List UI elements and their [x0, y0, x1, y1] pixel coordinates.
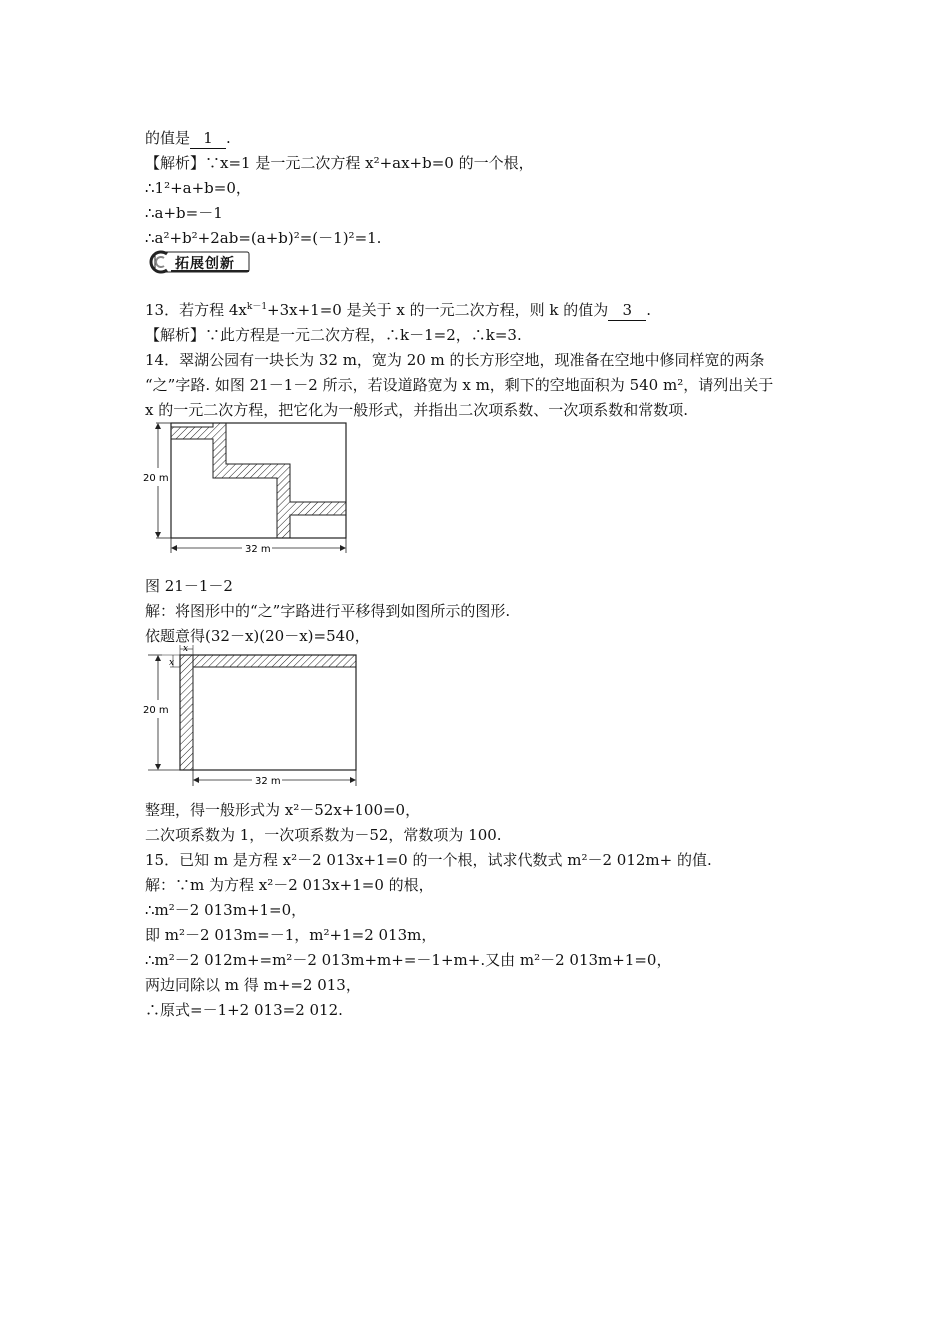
text-line — [145, 128, 231, 149]
text-line: 即 m²－2 013m=－1，m²+1=2 013m， — [145, 926, 437, 944]
text-line: 解：将图形中的“之”字路进行平移得到如图所示的图形. — [145, 602, 511, 620]
x-label-side: x — [169, 658, 175, 668]
text-line: ∴原式=－1+2 013=2 012. — [145, 1001, 343, 1019]
text-line: ∴a+b=－1 — [145, 204, 223, 222]
text-line: 【解析】∵此方程是一元二次方程，∴k－1=2，∴k=3. — [145, 326, 522, 344]
superscript: k－1 — [246, 302, 268, 312]
text-line: “之”字路. 如图 21－1－2 所示，若设道路宽为 x m，剩下的空地面积为 540 m²，请列出关于 — [145, 376, 774, 394]
text-line: 二次项系数为 1，一次项系数为－52，常数项为 100. — [145, 826, 502, 844]
text-line: 两边同除以 m 得 m+=2 013， — [145, 976, 361, 994]
section-badge — [145, 250, 250, 274]
text: +3x+1=0 是关于 x 的一元二次方程，则 k 的值为 — [267, 301, 609, 319]
text-line: 14．翠湖公园有一块长为 32 m，宽为 20 m 的长方形空地，现准备在空地中修同样宽的两条 — [145, 351, 765, 369]
height-label: 20 m — [143, 705, 169, 716]
road-vertical — [180, 655, 193, 770]
text: . — [646, 301, 652, 319]
text-line: ∴m²－2 013m+1=0， — [145, 901, 307, 919]
text-line: ∴1²+a+b=0， — [145, 179, 251, 197]
text-line: ∴m²－2 012m+=m²－2 013m+m+=－1+m+.又由 m²－2 013m+1=0， — [145, 951, 672, 969]
text: . — [226, 129, 231, 147]
badge-label: 拓展创新 — [175, 256, 235, 272]
text: 13．若方程 4x — [145, 301, 247, 319]
field-rect — [180, 655, 356, 770]
text-line: 整理，得一般形式为 x²－52x+100=0， — [145, 801, 421, 819]
text-line: 解：∵m 为方程 x²－2 013x+1=0 的根， — [145, 876, 434, 894]
height-label: 20 m — [143, 473, 169, 484]
field-rect — [171, 423, 346, 538]
x-label-top: x — [183, 644, 189, 654]
width-label: 32 m — [255, 776, 281, 787]
text-line: 【解析】∵x=1 是一元二次方程 x²+ax+b=0 的一个根， — [145, 154, 534, 172]
figure-translated-road — [140, 643, 365, 791]
text-line — [145, 300, 651, 321]
text-line: ∴a²+b²+2ab=(a+b)²=(－1)²=1. — [145, 229, 382, 247]
figure-caption: 图 21－1－2 — [145, 577, 233, 595]
text-line: x 的一元二次方程，把它化为一般形式，并指出二次项系数、一次项系数和常数项. — [145, 401, 688, 419]
text: 的值是 — [145, 129, 191, 147]
text-line: 依题意得(32－x)(20－x)=540， — [145, 627, 370, 645]
answer-blank: 1 — [190, 128, 226, 149]
answer-blank: 3 — [608, 300, 646, 321]
road-horizontal — [193, 655, 356, 667]
text-line: 15．已知 m 是方程 x²－2 013x+1=0 的一个根，试求代数式 m²－2 012m+ 的值. — [145, 851, 712, 869]
figure-zigzag-road — [140, 418, 355, 560]
width-label: 32 m — [245, 544, 271, 555]
